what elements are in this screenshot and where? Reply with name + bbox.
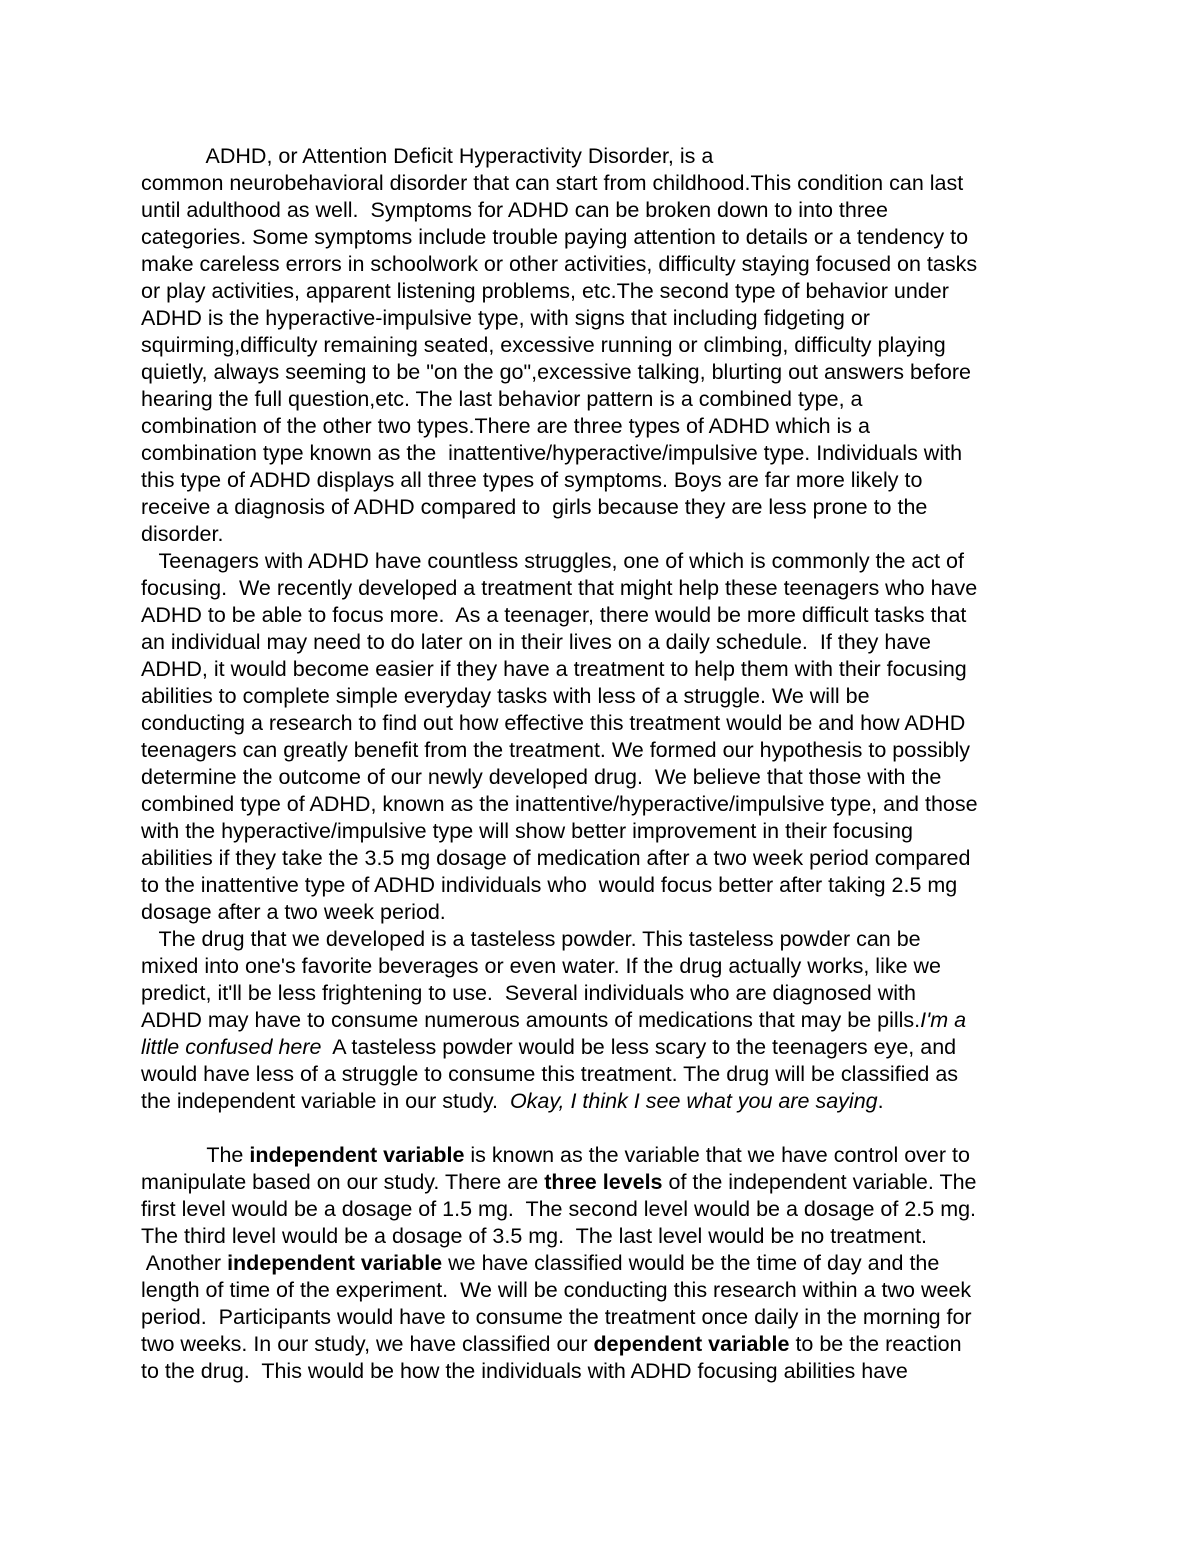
text-line: or play activities, apparent listening problems, etc.The second type of behavior under	[141, 279, 949, 303]
text-line	[141, 1007, 1071, 1034]
text-line: determine the outcome of our newly developed drug. We believe that those with the	[141, 765, 942, 789]
text-line	[141, 1142, 1071, 1169]
text-line: quietly, always seeming to be "on the go",excessive talking, blurting out answers before	[141, 360, 971, 384]
text-line: to the inattentive type of ADHD individuals who would focus better after taking 2.5 mg	[141, 873, 958, 897]
text-run: .	[877, 1089, 884, 1113]
text-line: ADHD to be able to focus more. As a teenager, there would be more difficult tasks that	[141, 603, 967, 627]
text-line: The third level would be a dosage of 3.5 mg. The last level would be no treatment.	[141, 1224, 928, 1248]
text-line: hearing the full question,etc. The last behavior pattern is a combined type, a	[141, 387, 863, 411]
text-run: manipulate based on our study. There are	[141, 1170, 545, 1194]
text-line: abilities if they take the 3.5 mg dosage of medication after a two week period compared	[141, 846, 971, 870]
text-run: A tasteless powder would be less scary to the teenagers eye, and	[321, 1035, 957, 1059]
paragraph-gap	[141, 1115, 1071, 1142]
document-body	[141, 143, 1071, 1385]
text-line: to the drug. This would be how the individuals with ADHD focusing abilities have	[141, 1359, 908, 1383]
comment-italic: I'm a	[920, 1008, 967, 1032]
text-line	[141, 1331, 1071, 1358]
text-run: is known as the variable that we have control over to	[464, 1143, 970, 1167]
text-line	[141, 1034, 1071, 1061]
bold-term: independent variable	[249, 1143, 465, 1167]
bold-term: independent variable	[227, 1251, 443, 1275]
text-line: teenagers can greatly benefit from the treatment. We formed our hypothesis to possibly	[141, 738, 970, 762]
text-line: this type of ADHD displays all three types of symptoms. Boys are far more likely to	[141, 468, 923, 492]
text-line: disorder.	[141, 522, 224, 546]
text-line: mixed into one's favorite beverages or even water. If the drug actually works, like we	[141, 954, 942, 978]
text-run: of the independent variable. The	[662, 1170, 977, 1194]
text-line: length of time of the experiment. We will be conducting this research within a two week	[141, 1278, 972, 1302]
text-line: an individual may need to do later on in their lives on a daily schedule. If they have	[141, 630, 932, 654]
text-line: first level would be a dosage of 1.5 mg. The second level would be a dosage of 2.5 mg.	[141, 1197, 977, 1221]
text-line: Teenagers with ADHD have countless struggles, one of which is commonly the act of	[141, 549, 964, 573]
text-line	[141, 1169, 1071, 1196]
text-run: two weeks. In our study, we have classified our	[141, 1332, 594, 1356]
text-run: the independent variable in our study.	[141, 1089, 510, 1113]
text-line: until adulthood as well. Symptoms for ADHD can be broken down to into three	[141, 198, 888, 222]
text-line: with the hyperactive/impulsive type will show better improvement in their focusing	[141, 819, 913, 843]
text-line: combination type known as the inattentive/hyperactive/impulsive type. Individuals with	[141, 441, 963, 465]
text-line: period. Participants would have to consume the treatment once daily in the morning for	[141, 1305, 972, 1329]
text-line: predict, it'll be less frightening to use. Several individuals who are diagnosed with	[141, 981, 916, 1005]
bold-term: three levels	[544, 1170, 663, 1194]
text-line: combination of the other two types.There are three types of ADHD which is a	[141, 414, 870, 438]
text-run: Another	[141, 1251, 228, 1275]
text-line: ADHD, or Attention Deficit Hyperactivity Disorder, is a	[141, 144, 714, 168]
text-line: focusing. We recently developed a treatment that might help these teenagers who have	[141, 576, 978, 600]
text-run: to be the reaction	[789, 1332, 962, 1356]
text-line: common neurobehavioral disorder that can start from childhood.This condition can last	[141, 171, 964, 195]
comment-italic: Okay, I think I see what you are saying	[509, 1089, 878, 1113]
text-line: would have less of a struggle to consume this treatment. The drug will be classified as	[141, 1062, 959, 1086]
text-line: ADHD, it would become easier if they have a treatment to help them with their focusing	[141, 657, 967, 681]
text-line: dosage after a two week period.	[141, 900, 446, 924]
text-line	[141, 1088, 1071, 1115]
text-run: ADHD may have to consume numerous amounts of medications that may be pills.	[141, 1008, 921, 1032]
comment-italic: little confused here	[141, 1035, 322, 1059]
text-line: squirming,difficulty remaining seated, excessive running or climbing, difficulty playing	[141, 333, 946, 357]
bold-term: dependent variable	[593, 1332, 790, 1356]
text-line: receive a diagnosis of ADHD compared to girls because they are less prone to the	[141, 495, 928, 519]
text-line: categories. Some symptoms include trouble paying attention to details or a tendency to	[141, 225, 969, 249]
text-line: ADHD is the hyperactive-impulsive type, with signs that including fidgeting or	[141, 306, 870, 330]
text-line	[141, 1250, 1071, 1277]
text-line: abilities to complete simple everyday tasks with less of a struggle. We will be	[141, 684, 870, 708]
text-run: we have classified would be the time of day and the	[442, 1251, 940, 1275]
text-line: conducting a research to find out how effective this treatment would be and how ADHD	[141, 711, 966, 735]
text-run: The	[141, 1143, 250, 1167]
text-line: combined type of ADHD, known as the inattentive/hyperactive/impulsive type, and those	[141, 792, 978, 816]
text-line: make careless errors in schoolwork or other activities, difficulty staying focused on tasks	[141, 252, 978, 276]
text-line: The drug that we developed is a tasteless powder. This tasteless powder can be	[141, 927, 921, 951]
